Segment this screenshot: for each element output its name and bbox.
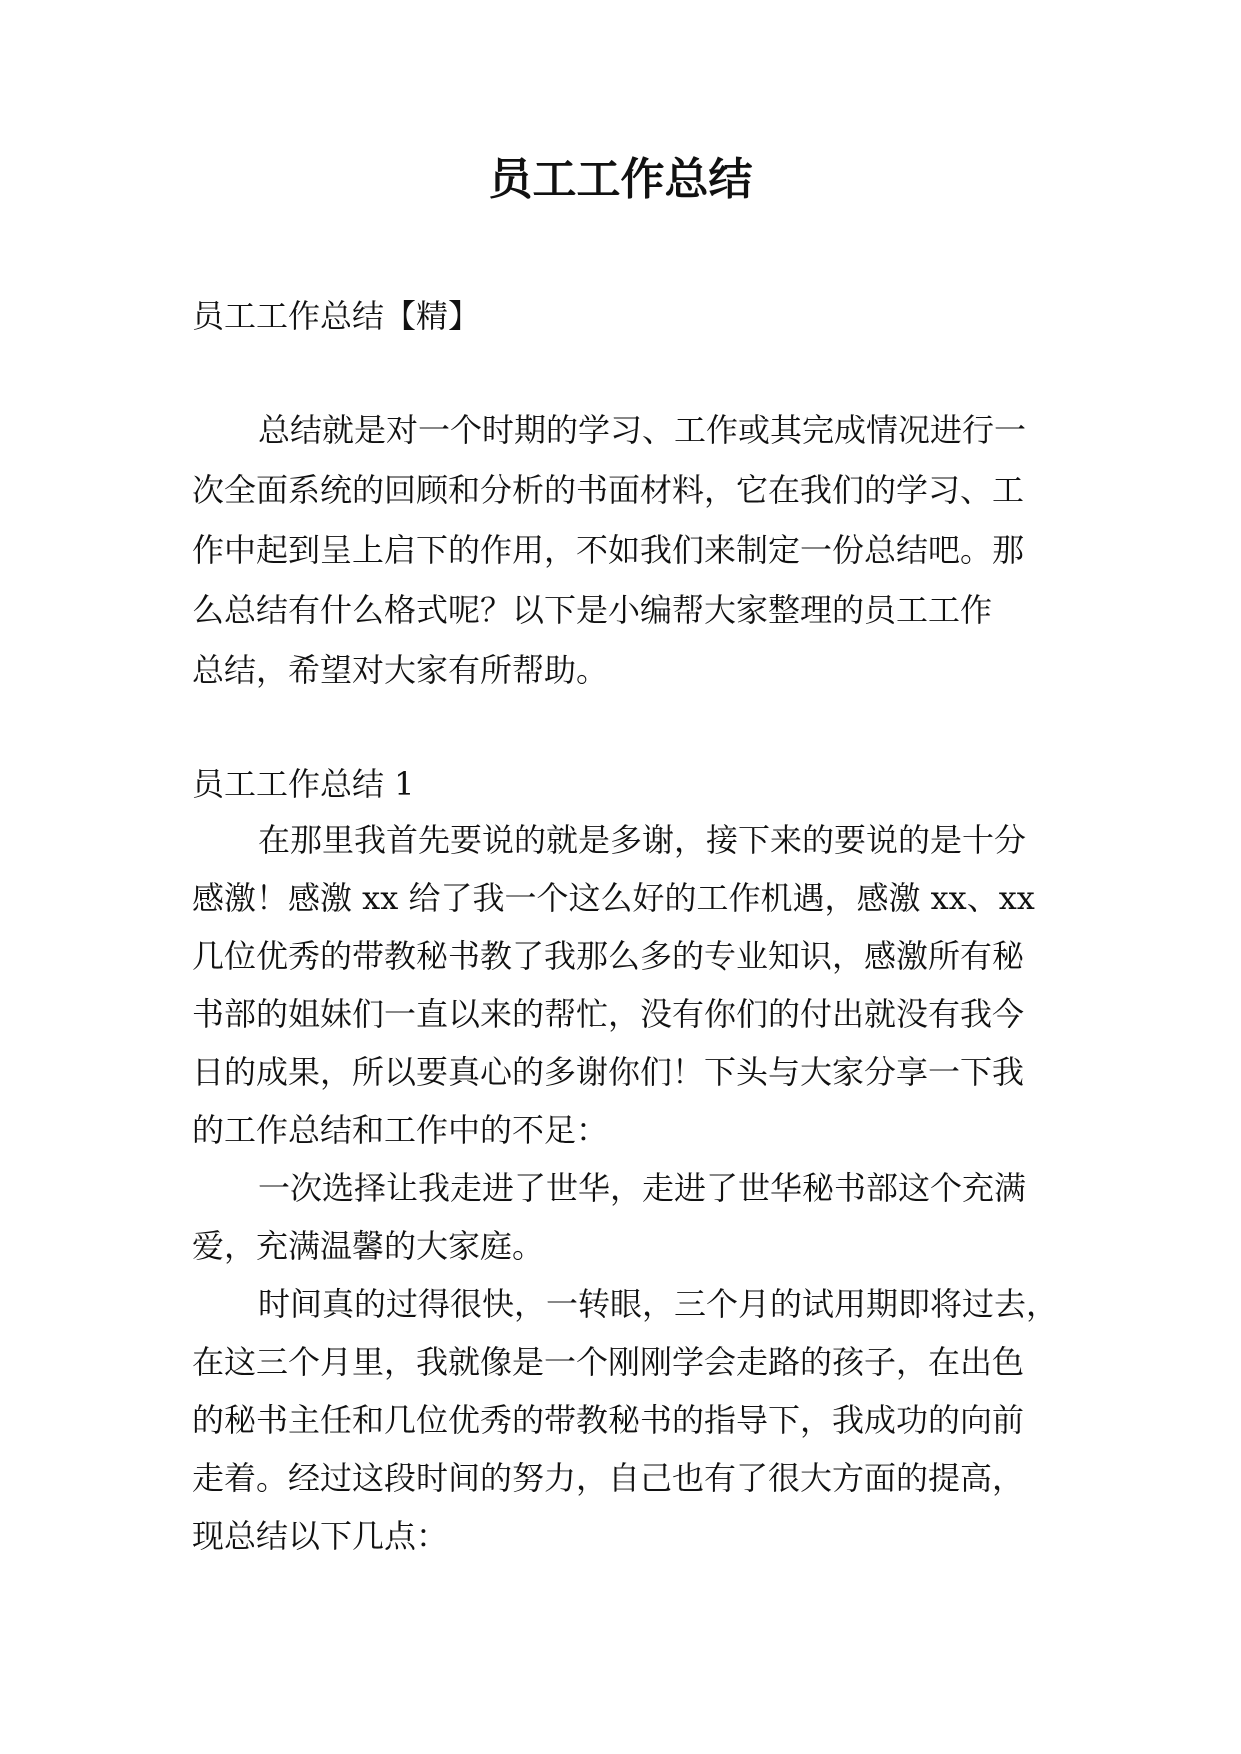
paragraph-line: 在这三个月里，我就像是一个刚刚学会走路的孩子，在出色	[192, 1343, 1025, 1381]
intro-line: 次全面系统的回顾和分析的书面材料，它在我们的学习、工	[192, 471, 1025, 509]
paragraph-line: 的工作总结和工作中的不足：	[192, 1111, 609, 1149]
paragraph-line: 现总结以下几点：	[192, 1517, 449, 1555]
paragraph-line: 日的成果，所以要真心的多谢你们！下头与大家分享一下我	[192, 1053, 1025, 1091]
paragraph-line: 一次选择让我走进了世华，走进了世华秘书部这个充满	[258, 1169, 1027, 1207]
intro-line: 总结，希望对大家有所帮助。	[192, 651, 609, 689]
paragraph-line: 书部的姐妹们一直以来的帮忙，没有你们的付出就没有我今	[192, 995, 1025, 1033]
document-subtitle: 员工工作总结【精】	[192, 297, 481, 335]
paragraph-line: 在那里我首先要说的就是多谢，接下来的要说的是十分	[258, 821, 1027, 859]
paragraph-line: 走着。经过这段时间的努力，自己也有了很大方面的提高，	[192, 1459, 1025, 1497]
intro-line: 么总结有什么格式呢？以下是小编帮大家整理的员工工作	[192, 591, 993, 629]
paragraph-line: 感激！感激 xx 给了我一个这么好的工作机遇，感激 xx、xx	[192, 879, 1035, 917]
paragraph-line: 爱，充满温馨的大家庭。	[192, 1227, 545, 1265]
intro-line: 总结就是对一个时期的学习、工作或其完成情况进行一	[258, 411, 1027, 449]
paragraph-line: 时间真的过得很快，一转眼，三个月的试用期即将过去，	[258, 1285, 1059, 1323]
paragraph-line: 几位优秀的带教秘书教了我那么多的专业知识，感激所有秘	[192, 937, 1025, 975]
paragraph-line: 的秘书主任和几位优秀的带教秘书的指导下，我成功的向前	[192, 1401, 1025, 1439]
section-heading: 员工工作总结 1	[192, 765, 415, 803]
document-title: 员工工作总结	[488, 154, 753, 205]
intro-line: 作中起到呈上启下的作用，不如我们来制定一份总结吧。那	[192, 531, 1025, 569]
